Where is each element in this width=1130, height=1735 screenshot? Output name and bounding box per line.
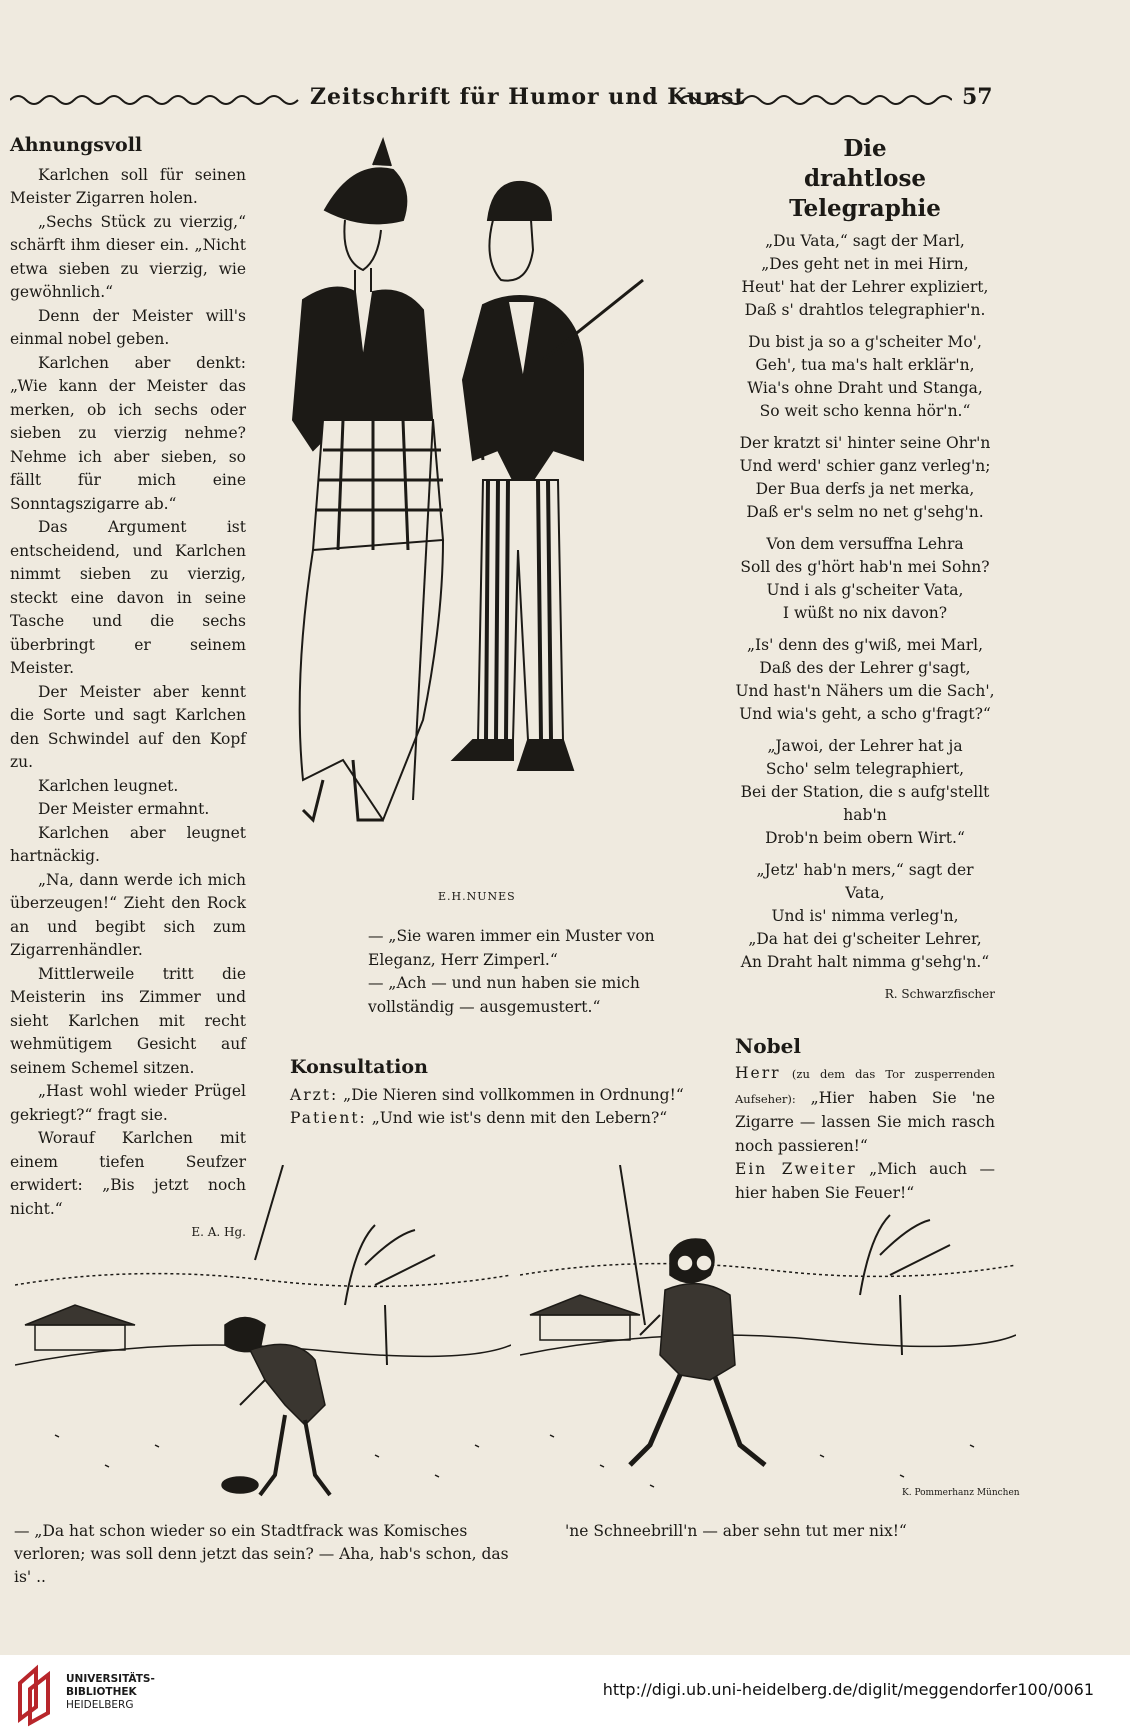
paragraph: Das Argument ist entscheidend, und Karlchen nimmt sieben zu vierzig, steckt eine davon in seine Tasche und die sechs überbringt er seinem Meister.	[10, 518, 246, 677]
paragraph: Karlchen aber leugnet hartnäckig.	[10, 823, 246, 865]
header-ornament-right	[680, 92, 952, 108]
verse-line: Der kratzt si' hinter seine Ohr'n	[739, 434, 991, 452]
stanza	[735, 735, 995, 850]
paragraph: Denn der Meister will's einmal nobel geben.	[10, 306, 246, 348]
speech: „Mich auch — hier haben Sie Feuer!“	[735, 1160, 995, 1202]
article-konsultation	[290, 1056, 720, 1131]
poem-verse	[735, 230, 995, 974]
illustration-caption	[368, 925, 688, 1019]
verse-line: Der Bua derfs ja net merka,	[755, 480, 975, 498]
verse-line: Geh', tua ma's halt erklär'n,	[755, 356, 975, 374]
speech: „Und wie ist's denn mit den Lebern?“	[366, 1109, 668, 1127]
paragraph: Karlchen leugnet.	[38, 776, 179, 795]
verse-line: Bei der Station, die s aufg'stellt hab'n	[740, 783, 990, 824]
verse-line: Soll des g'hört hab'n mei Sohn?	[740, 558, 990, 576]
paragraph: Karlchen aber denkt: „Wie kann der Meister das merken, ob ich sechs oder sieben zu vierzig nehme? Nehme ich aber sieben, so fällt für mich eine Sonntagszigarre ab.“	[10, 353, 246, 513]
author-signature: E. A. Hg.	[191, 1225, 246, 1239]
verse-line: Drob'n beim obern Wirt.“	[765, 829, 965, 847]
verse-line: So weit scho kenna hör'n.“	[759, 402, 971, 420]
header-title: Zeitschrift für Humor und Kunst	[310, 84, 746, 110]
speaker: Ein Zweiter	[735, 1160, 857, 1178]
poem-drahtlose-telegraphie	[735, 134, 995, 1205]
university-library-logo-icon	[14, 1663, 60, 1727]
verse-line: Heut' hat der Lehrer expliziert,	[741, 278, 989, 296]
library-name	[66, 1673, 155, 1712]
poem-title-line: drahtlose Telegraphie	[789, 165, 941, 222]
stanza	[735, 331, 995, 423]
stanza	[735, 230, 995, 322]
speech: „Die Nieren sind vollkommen in Ordnung!“	[338, 1085, 684, 1104]
stanza	[735, 859, 995, 974]
verse-line: Daß s' drahtlos telegraphier'n.	[744, 301, 986, 319]
verse-line: „Is' denn des g'wiß, mei Marl,	[746, 636, 984, 654]
library-name-line: UNIVERSITÄTS-	[66, 1673, 155, 1685]
poem-title-line: Die	[843, 135, 887, 162]
paragraph: Der Meister ermahnt.	[38, 800, 210, 818]
source-url-link[interactable]: http://digi.ub.uni-heidelberg.de/diglit/meggendorfer100/0061	[602, 1680, 1094, 1699]
caption-line: — „Da hat schon wieder so ein Stadtfrack was Komisches verloren; was soll denn jetzt das sein? — Aha, hab's schon, das is' ..	[14, 1522, 509, 1586]
caption-line: — „Sie waren immer ein Muster von Eleganz, Herr Zimperl.“	[368, 927, 655, 969]
caption-line: — „Ach — und nun haben sie mich vollständig — ausgemustert.“	[368, 974, 640, 1016]
dialogue-line	[290, 1107, 720, 1131]
verse-line: „Des geht net in mei Hirn,	[761, 255, 969, 273]
verse-line: Und wia's geht, a scho g'fragt?“	[739, 705, 991, 723]
article-title: Ahnungsvoll	[10, 134, 143, 156]
article-title: Konsultation	[290, 1056, 428, 1078]
speech: „Hier haben Sie 'ne Zigarre — lassen Sie mich rasch noch passieren!“	[735, 1088, 995, 1155]
paragraph: „Sechs Stück zu vierzig,“ schärft ihm dieser ein. „Nicht etwa sieben zu vierzig, wie gewöhnlich.“	[10, 212, 246, 301]
library-name-line: BIBLIOTHEK	[66, 1686, 137, 1698]
verse-line: Und hast'n Nähers um die Sach',	[735, 682, 995, 700]
article-title: Nobel	[735, 1033, 801, 1058]
panel-artist-signature: K. Pommerhanz München	[902, 1488, 1020, 1498]
dialogue-line	[290, 1084, 720, 1108]
library-footer	[0, 1655, 1130, 1735]
illustration-artist-signature: E.H.NUNES	[438, 890, 516, 903]
page-number: 57	[962, 84, 993, 110]
paragraph: Worauf Karlchen mit einem tiefen Seufzer erwidert: „Bis jetzt noch nicht.“	[10, 1129, 246, 1218]
verse-line: Und werd' schier ganz verleg'n;	[739, 457, 991, 475]
winter-scene-illustration-right	[520, 1165, 1016, 1520]
header-ornament-left	[10, 92, 300, 108]
verse-line: Wia's ohne Draht und Stanga,	[747, 379, 983, 397]
library-name-line: HEIDELBERG	[66, 1699, 134, 1711]
fashion-couple-illustration	[283, 120, 715, 910]
verse-line: I wüßt no nix davon?	[782, 604, 948, 622]
stanza	[735, 432, 995, 524]
winter-scene-illustration-left	[15, 1165, 511, 1520]
verse-line: Und is' nimma verleg'n,	[771, 907, 959, 925]
panel-caption-right: 'ne Schneebrill'n — aber sehn tut mer nix!“	[565, 1522, 907, 1540]
verse-line: Und i als g'scheiter Vata,	[766, 581, 964, 599]
speaker: Patient:	[290, 1109, 367, 1127]
paragraph: Der Meister aber kennt die Sorte und sagt Karlchen den Schwindel auf den Kopf zu.	[10, 682, 246, 771]
paragraph: „Na, dann werde ich mich überzeugen!“ Zieht den Rock an und begibt sich zum Zigarrenhändler.	[10, 870, 246, 959]
dialogue-line	[735, 1062, 995, 1158]
paragraph: „Hast wohl wieder Prügel gekriegt?“ fragt sie.	[10, 1082, 246, 1124]
author-signature: R. Schwarzfischer	[884, 987, 995, 1001]
verse-line: Daß er's selm no net g'sehg'n.	[746, 503, 984, 521]
verse-line: „Jetz' hab'n mers,“ sagt der Vata,	[756, 861, 974, 902]
verse-line: Von dem versuffna Lehra	[766, 535, 964, 553]
panel-caption-left	[14, 1520, 514, 1589]
verse-line: An Draht halt nimma g'sehg'n.“	[740, 953, 990, 971]
speaker: Arzt:	[290, 1085, 339, 1104]
paragraph: Karlchen soll für seinen Meister Zigarren holen.	[10, 165, 246, 207]
verse-line: Du bist ja so a g'scheiter Mo',	[748, 333, 982, 351]
running-header	[0, 78, 1130, 118]
stanza	[735, 533, 995, 625]
paragraph: Mittlerweile tritt die Meisterin ins Zimmer und sieht Karlchen mit recht wehmütigem Gesicht auf seinem Schemel sitzen.	[10, 964, 246, 1077]
stanza	[735, 634, 995, 726]
article-ahnungsvoll	[10, 134, 246, 1245]
stage-direction: (zu dem das Tor zusperrenden Aufseher):	[735, 1067, 995, 1106]
verse-line: Scho' selm telegraphiert,	[765, 760, 965, 778]
speaker: Herr	[735, 1064, 781, 1082]
poem-title	[735, 134, 995, 224]
verse-line: „Jawoi, der Lehrer hat ja	[767, 737, 963, 755]
verse-line: Daß des der Lehrer g'sagt,	[759, 659, 971, 677]
verse-line: „Du Vata,“ sagt der Marl,	[765, 232, 965, 250]
verse-line: „Da hat dei g'scheiter Lehrer,	[748, 930, 982, 948]
